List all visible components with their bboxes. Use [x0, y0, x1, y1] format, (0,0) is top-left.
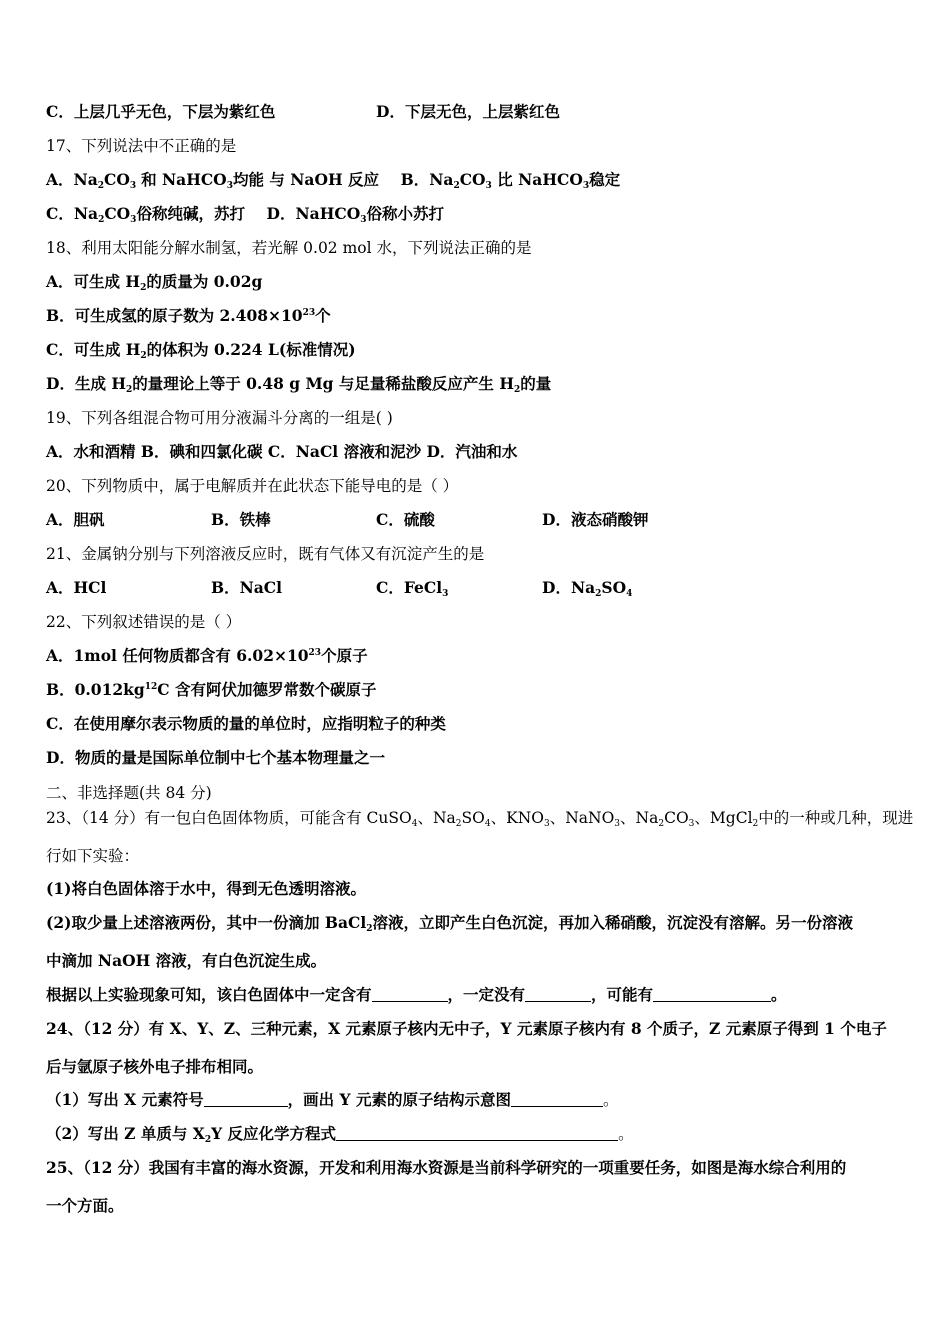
q17-options-ab: A．$Na_2CO_3$ 和 NaHCO$_3$均能 与 NaOH 反应 B．$Na_2CO_3$ 比 NaHCO$_3$稳定	[46, 170, 621, 191]
q24-blank-y-diagram[interactable]	[511, 1091, 603, 1107]
q23-conclusion: 根据以上实验现象可知，该白色固体中一定含有 ，一定没有 ，可能有 。	[46, 985, 787, 1004]
q16-option-d: D．下层无色，上层紫红色	[376, 102, 560, 121]
q20-options	[46, 509, 906, 531]
q18-stem: 18、利用太阳能分解水制氢，若光解 0.02 mol 水，下列说法正确的是	[46, 239, 532, 257]
q20-option-d: D．液态硝酸钾	[542, 510, 649, 529]
q18-option-a: A．可生成 $H_2$的质量为 0.02g	[46, 272, 263, 293]
q23-blank-definite[interactable]	[372, 986, 448, 1002]
q22-option-b: B．$0.012kg^{12}C$ 含有阿伏加德罗常数个碳原子	[46, 680, 377, 699]
q20-option-c: C．硫酸	[376, 510, 435, 529]
q21-stem: 21、金属钠分别与下列溶液反应时，既有气体又有沉淀产生的是	[46, 545, 485, 563]
q20-stem: 20、下列物质中，属于电解质并在此状态下能导电的是（ ）	[46, 477, 459, 495]
q18-option-d: D．生成 $H_2$的量理论上等于 0.48 g Mg 与足量稀盐酸反应产生 $H_2$的量	[46, 374, 552, 395]
q25-stem-line1: 25、（12 分）我国有丰富的海水资源，开发和利用海水资源是当前科学研究的一项重要任务，如图是海水综合利用的	[46, 1158, 847, 1177]
q22-stem: 22、下列叙述错误的是（ ）	[46, 613, 242, 631]
q20-option-b: B．铁棒	[211, 510, 271, 529]
q23-step2-line2: 中滴加 NaOH 溶液，有白色沉淀生成。	[46, 951, 327, 970]
q16-option-c: C．上层几乎无色，下层为紫红色	[46, 102, 276, 121]
q25-stem-line2: 一个方面。	[46, 1196, 124, 1215]
q21-option-d: D．$Na_2SO_4$	[542, 578, 633, 599]
q21-option-c: C．FeCl$_3$	[376, 578, 449, 599]
q19-options: A．水和酒精 B．碘和四氯化碳 C．NaCl 溶液和泥沙 D．汽油和水	[46, 442, 518, 461]
q18-option-b: B．可生成氢的原子数为 $2.408\times 10^{23}$个	[46, 306, 331, 325]
q18-option-c: C．可生成 $H_2$的体积为 0.224 L(标准情况)	[46, 340, 356, 361]
q24-stem-line2: 后与氩原子核外电子排布相同。	[46, 1057, 264, 1076]
q24-part1: （1）写出 X 元素符号 ，画出 Y 元素的原子结构示意图 。	[46, 1090, 619, 1109]
q23-stem-line1: 23、（14 分）有一包白色固体物质，可能含有 CuSO$_4$、$Na_2SO_4$、$KNO_3$、NaNO$_3$、$Na_2CO_3$、MgCl$_2$中的一种或几种，现进	[46, 809, 914, 829]
q24-stem-line1: 24、（12 分）有 X、Y、Z、三种元素，X 元素原子核内无中子，Y 元素原子核内有 8 个质子，Z 元素原子得到 1 个电子	[46, 1019, 887, 1038]
q22-option-d: D．物质的量是国际单位制中七个基本物理量之一	[46, 748, 385, 767]
q20-option-a: A．胆矾	[46, 510, 105, 529]
q23-step1: (1)将白色固体溶于水中，得到无色透明溶液。	[46, 879, 366, 898]
q17-stem: 17、下列说法中不正确的是	[46, 137, 237, 155]
q23-blank-possible[interactable]	[653, 986, 771, 1002]
q22-option-c: C．在使用摩尔表示物质的量的单位时，应指明粒子的种类	[46, 714, 446, 733]
q21-option-b: B．NaCl	[211, 578, 283, 597]
q23-step2: (2)取少量上述溶液两份，其中一份滴加 BaCl$_2$溶液，立即产生白色沉淀，再加入稀硝酸，沉淀没有溶解。另一份溶液	[46, 913, 853, 934]
q19-stem: 19、下列各组混合物可用分液漏斗分离的一组是( )	[46, 409, 393, 427]
q23-stem-line2: 行如下实验：	[46, 847, 140, 865]
q24-blank-x-symbol[interactable]	[204, 1091, 288, 1107]
q21-options	[46, 577, 906, 599]
q22-option-a: A．1mol 任何物质都含有 $6.02\times 10^{23}$个原子	[46, 646, 368, 665]
q17-options-cd: C．$Na_2CO_3$俗称纯碱，苏打 D．NaHCO$_3$俗称小苏打	[46, 204, 444, 225]
q23-blank-absent[interactable]	[525, 986, 591, 1002]
q24-blank-equation[interactable]	[336, 1125, 618, 1141]
q24-part2: （2）写出 Z 单质与 $X_2Y$ 反应化学方程式 。	[46, 1124, 634, 1145]
q16-options-row	[46, 101, 560, 123]
section-title: 二、非选择题(共 84 分)	[46, 784, 212, 802]
q21-option-a: A．HCl	[46, 578, 107, 597]
